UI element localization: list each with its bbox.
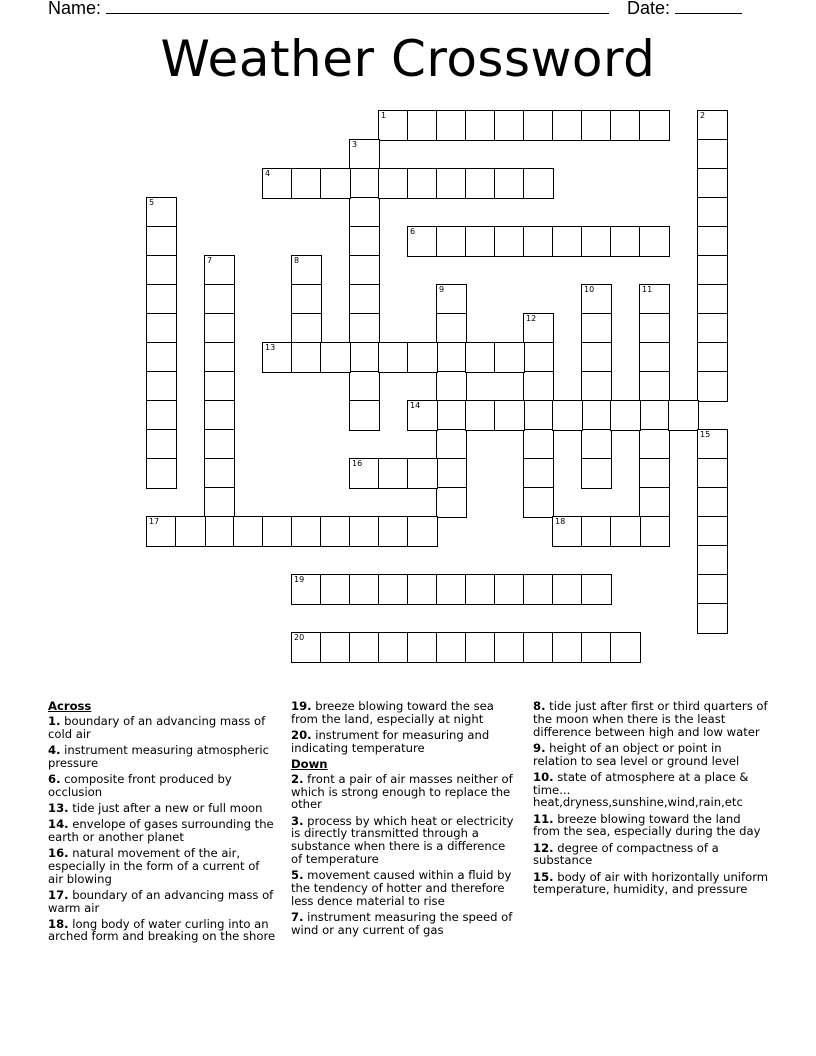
- crossword-cell[interactable]: [407, 400, 438, 431]
- crossword-cell[interactable]: [494, 400, 525, 431]
- crossword-cell[interactable]: [610, 226, 641, 257]
- crossword-cell[interactable]: [233, 516, 264, 547]
- crossword-cell[interactable]: [349, 371, 380, 402]
- crossword-cell[interactable]: [639, 284, 670, 315]
- crossword-cell[interactable]: [378, 516, 409, 547]
- crossword-cell[interactable]: [697, 110, 728, 141]
- crossword-cell[interactable]: [610, 400, 641, 431]
- crossword-cell[interactable]: [378, 574, 409, 605]
- crossword-cell[interactable]: [146, 371, 177, 402]
- crossword-cell[interactable]: [349, 400, 380, 431]
- across-clue: 4. instrument measuring atmospheric pressure: [48, 742, 270, 770]
- crossword-cell[interactable]: [697, 139, 728, 170]
- crossword-cell[interactable]: [204, 284, 235, 315]
- cell-number: 3: [352, 140, 358, 149]
- crossword-cell[interactable]: [407, 226, 438, 257]
- down-clue: 2. front a pair of air masses neither of which is strong enough to replace the other: [291, 771, 513, 812]
- cell-number: 19: [294, 575, 305, 584]
- crossword-cell[interactable]: [291, 255, 322, 286]
- crossword-cell[interactable]: [262, 168, 293, 199]
- crossword-cell[interactable]: [581, 574, 612, 605]
- crossword-cell[interactable]: [204, 371, 235, 402]
- crossword-cell[interactable]: [320, 632, 351, 663]
- crossword-cell[interactable]: [378, 110, 409, 141]
- crossword-cell[interactable]: [146, 284, 177, 315]
- crossword-cell[interactable]: [581, 400, 612, 431]
- crossword-cell[interactable]: [697, 168, 728, 199]
- across-clue: 17. boundary of an advancing mass of warm air: [48, 887, 274, 915]
- crossword-cell[interactable]: [378, 632, 409, 663]
- crossword-cell[interactable]: [407, 168, 438, 199]
- crossword-cell[interactable]: [610, 516, 641, 547]
- crossword-cell[interactable]: [262, 342, 293, 373]
- crossword-cell[interactable]: [552, 110, 583, 141]
- crossword-cell[interactable]: [697, 255, 728, 286]
- crossword-cell[interactable]: [465, 632, 496, 663]
- cell-number: 12: [526, 314, 537, 323]
- crossword-cell[interactable]: [349, 197, 380, 228]
- crossword-cell[interactable]: [262, 516, 293, 547]
- across-heading: Across: [48, 699, 92, 713]
- crossword-cell[interactable]: [494, 632, 525, 663]
- crossword-cell[interactable]: [494, 342, 525, 373]
- crossword-cell[interactable]: [175, 516, 206, 547]
- across-clue: 6. composite front produced by occlusion: [48, 771, 232, 799]
- crossword-cell[interactable]: [349, 574, 380, 605]
- cell-number: 18: [555, 517, 566, 526]
- crossword-cell[interactable]: [378, 458, 409, 489]
- crossword-cell[interactable]: [581, 516, 612, 547]
- crossword-cell[interactable]: [204, 487, 235, 518]
- crossword-cell[interactable]: [610, 632, 641, 663]
- clues-column-3: [533, 700, 769, 900]
- cell-number: 16: [352, 459, 363, 468]
- crossword-cell[interactable]: [552, 574, 583, 605]
- crossword-cell[interactable]: [436, 226, 467, 257]
- across-clue: 1. boundary of an advancing mass of cold air: [48, 713, 266, 741]
- crossword-cell[interactable]: [523, 574, 554, 605]
- crossword-cell[interactable]: [523, 400, 554, 431]
- crossword-cell[interactable]: [523, 226, 554, 257]
- across-clue: 18. long body of water curling into an arched form and breaking on the shore: [48, 916, 276, 944]
- crossword-cell[interactable]: [407, 110, 438, 141]
- crossword-cell[interactable]: [697, 371, 728, 402]
- across-clue: 13. tide just after a new or full moon: [48, 800, 263, 815]
- crossword-cell[interactable]: [581, 226, 612, 257]
- crossword-cell[interactable]: [697, 545, 728, 576]
- date-label: Date:: [627, 0, 671, 18]
- crossword-cell[interactable]: [465, 574, 496, 605]
- down-clue: 5. movement caused within a fluid by the tendency of hotter and therefore less dence material to rise: [291, 868, 512, 908]
- name-label: Name:: [48, 0, 102, 18]
- crossword-cell[interactable]: [552, 632, 583, 663]
- crossword-cell[interactable]: [436, 632, 467, 663]
- down-clue: 3. process by which heat or electricity is directly transmitted through a substance when there is a difference of temperature: [291, 813, 514, 866]
- crossword-cell[interactable]: [697, 487, 728, 518]
- crossword-cell[interactable]: [697, 603, 728, 634]
- crossword-cell[interactable]: [639, 226, 670, 257]
- crossword-cell[interactable]: [494, 168, 525, 199]
- crossword-cell[interactable]: [523, 313, 554, 344]
- crossword-cell[interactable]: [146, 342, 177, 373]
- crossword-cell[interactable]: [639, 516, 670, 547]
- crossword-cell[interactable]: [146, 458, 177, 489]
- crossword-cell[interactable]: [581, 110, 612, 141]
- crossword-cell[interactable]: [378, 342, 409, 373]
- crossword-cell[interactable]: [146, 313, 177, 344]
- crossword-cell[interactable]: [581, 342, 612, 373]
- crossword-cell[interactable]: [697, 574, 728, 605]
- crossword-cell[interactable]: [697, 429, 728, 460]
- crossword-cell[interactable]: [697, 226, 728, 257]
- crossword-cell[interactable]: [639, 342, 670, 373]
- down-clue: 9. height of an object or point in relation to sea level or ground level: [533, 740, 740, 768]
- crossword-cell[interactable]: [697, 516, 728, 547]
- crossword-cell[interactable]: [523, 429, 554, 460]
- crossword-cell[interactable]: [581, 371, 612, 402]
- crossword-cell[interactable]: [436, 313, 467, 344]
- crossword-cell[interactable]: [523, 110, 554, 141]
- crossword-cell[interactable]: [407, 516, 438, 547]
- crossword-cell[interactable]: [581, 458, 612, 489]
- crossword-cell[interactable]: [523, 371, 554, 402]
- across-clue: 16. natural movement of the air, especially in the form of a current of air blowing: [48, 845, 260, 886]
- crossword-cell[interactable]: [204, 255, 235, 286]
- crossword-cell[interactable]: [436, 487, 467, 518]
- down-clue: 12. degree of compactness of a substance: [533, 840, 719, 868]
- crossword-cell[interactable]: [436, 371, 467, 402]
- crossword-cell[interactable]: [407, 342, 438, 373]
- crossword-cell[interactable]: [523, 342, 554, 373]
- crossword-cell[interactable]: [407, 458, 438, 489]
- crossword-cell[interactable]: [581, 284, 612, 315]
- cell-number: 14: [410, 401, 421, 410]
- across-clue: 20. instrument for measuring and indicating temperature: [291, 727, 490, 755]
- crossword-cell[interactable]: [349, 342, 380, 373]
- crossword-cell[interactable]: [697, 342, 728, 373]
- crossword-cell[interactable]: [378, 168, 409, 199]
- crossword-cell[interactable]: [494, 226, 525, 257]
- crossword-cell[interactable]: [639, 313, 670, 344]
- crossword-cell[interactable]: [697, 284, 728, 315]
- cell-number: 5: [149, 198, 155, 207]
- crossword-cell[interactable]: [204, 516, 235, 547]
- crossword-cell[interactable]: [291, 284, 322, 315]
- crossword-cell[interactable]: [494, 110, 525, 141]
- crossword-cell[interactable]: [581, 313, 612, 344]
- crossword-cell[interactable]: [552, 400, 583, 431]
- crossword-cell[interactable]: [320, 342, 351, 373]
- crossword-cell[interactable]: [291, 632, 322, 663]
- crossword-cell[interactable]: [349, 458, 380, 489]
- down-clue: 15. body of air with horizontally uniform temperature, humidity, and pressure: [533, 869, 769, 897]
- crossword-cell[interactable]: [146, 197, 177, 228]
- cell-number: 20: [294, 633, 305, 642]
- crossword-cell[interactable]: [349, 516, 380, 547]
- crossword-cell[interactable]: [349, 632, 380, 663]
- crossword-cell[interactable]: [320, 574, 351, 605]
- cell-number: 13: [265, 343, 276, 352]
- crossword-cell[interactable]: [349, 226, 380, 257]
- crossword-cell[interactable]: [204, 429, 235, 460]
- crossword-cell[interactable]: [436, 342, 467, 373]
- crossword-cell[interactable]: [320, 516, 351, 547]
- crossword-cell[interactable]: [639, 371, 670, 402]
- crossword-cell[interactable]: [407, 574, 438, 605]
- crossword-cell[interactable]: [146, 226, 177, 257]
- crossword-cell[interactable]: [436, 458, 467, 489]
- crossword-cell[interactable]: [407, 632, 438, 663]
- crossword-cell[interactable]: [291, 313, 322, 344]
- cell-number: 9: [439, 285, 445, 294]
- crossword-cell[interactable]: [204, 342, 235, 373]
- crossword-cell[interactable]: [465, 400, 496, 431]
- crossword-cell[interactable]: [639, 458, 670, 489]
- crossword-cell[interactable]: [146, 400, 177, 431]
- crossword-cell[interactable]: [639, 110, 670, 141]
- crossword-cell[interactable]: [465, 226, 496, 257]
- down-clue: 11. breeze blowing toward the land from the sea, especially during the day: [533, 811, 761, 839]
- crossword-cell[interactable]: [668, 400, 699, 431]
- crossword-cell[interactable]: [581, 632, 612, 663]
- crossword-cell[interactable]: [523, 168, 554, 199]
- crossword-cell[interactable]: [610, 110, 641, 141]
- crossword-cell[interactable]: [291, 168, 322, 199]
- crossword-cell[interactable]: [291, 342, 322, 373]
- clues-column-1: [48, 700, 278, 947]
- crossword-cell[interactable]: [349, 255, 380, 286]
- crossword-cell[interactable]: [204, 400, 235, 431]
- crossword-cell[interactable]: [465, 110, 496, 141]
- cell-number: 6: [410, 227, 416, 236]
- crossword-cell[interactable]: [465, 342, 496, 373]
- crossword-cell[interactable]: [349, 168, 380, 199]
- crossword-cell[interactable]: [204, 313, 235, 344]
- across-clue: 14. envelope of gases surrounding the earth or another planet: [48, 816, 274, 844]
- crossword-cell[interactable]: [291, 516, 322, 547]
- crossword-cell[interactable]: [349, 139, 380, 170]
- cell-number: 15: [700, 430, 711, 439]
- crossword-cell[interactable]: [552, 226, 583, 257]
- crossword-cell[interactable]: [320, 168, 351, 199]
- crossword-cell[interactable]: [146, 516, 177, 547]
- crossword-cell[interactable]: [639, 429, 670, 460]
- crossword-cell[interactable]: [436, 429, 467, 460]
- cell-number: 17: [149, 517, 160, 526]
- crossword-cell[interactable]: [436, 574, 467, 605]
- crossword-cell[interactable]: [523, 632, 554, 663]
- crossword-cell[interactable]: [465, 168, 496, 199]
- crossword-cell[interactable]: [146, 429, 177, 460]
- down-heading: Down: [291, 756, 328, 771]
- cell-number: 11: [642, 285, 653, 294]
- crossword-cell[interactable]: [639, 487, 670, 518]
- down-clue: 8. tide just after first or third quarters of the moon when there is the least difference between high and low water: [533, 699, 768, 739]
- cell-number: 8: [294, 256, 300, 265]
- down-clue: 10. state of atmosphere at a place & time... heat,dryness,sunshine,wind,rain,etc: [533, 769, 749, 810]
- crossword-cell[interactable]: [146, 255, 177, 286]
- crossword-cell[interactable]: [349, 313, 380, 344]
- cell-number: 10: [584, 285, 595, 294]
- cell-number: 1: [381, 111, 387, 120]
- page-title: Weather Crossword: [160, 30, 656, 88]
- crossword-cell[interactable]: [436, 400, 467, 431]
- cell-number: 4: [265, 169, 271, 178]
- crossword-cell[interactable]: [204, 458, 235, 489]
- crossword-cell[interactable]: [291, 574, 322, 605]
- crossword-cell[interactable]: [523, 458, 554, 489]
- crossword-cell[interactable]: [697, 197, 728, 228]
- cell-number: 2: [700, 111, 706, 120]
- crossword-cell[interactable]: [436, 168, 467, 199]
- crossword-cell[interactable]: [349, 284, 380, 315]
- crossword-cell[interactable]: [697, 313, 728, 344]
- down-clue: 7. instrument measuring the speed of wind or any current of gas: [291, 909, 513, 937]
- crossword-cell[interactable]: [697, 458, 728, 489]
- crossword-cell[interactable]: [552, 516, 583, 547]
- cell-number: 7: [207, 256, 213, 265]
- crossword-cell[interactable]: [436, 110, 467, 141]
- across-clue: 19. breeze blowing toward the sea from the land, especially at night: [291, 699, 494, 726]
- crossword-cell[interactable]: [494, 574, 525, 605]
- crossword-cell[interactable]: [639, 400, 670, 431]
- crossword-cell[interactable]: [523, 487, 554, 518]
- crossword-cell[interactable]: [581, 429, 612, 460]
- crossword-cell[interactable]: [436, 284, 467, 315]
- clues-column-2: [291, 700, 516, 940]
